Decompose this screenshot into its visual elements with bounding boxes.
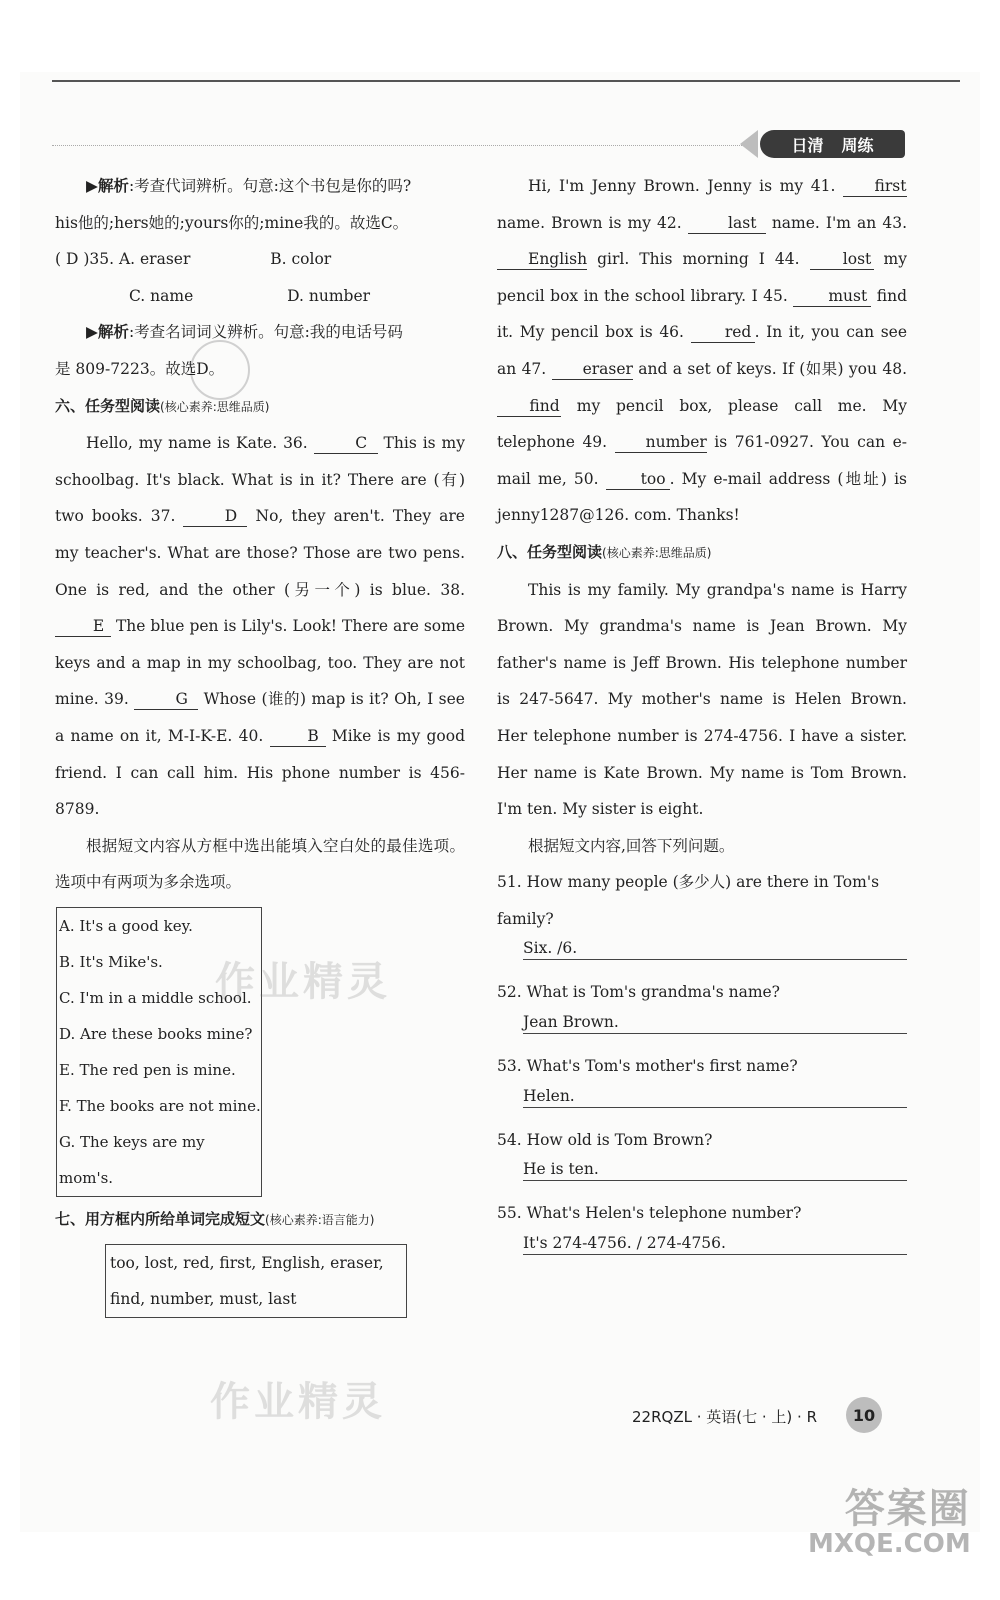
question-54: 54. How old is Tom Brown? bbox=[497, 1130, 713, 1149]
answer-52: Jean Brown. bbox=[523, 1011, 907, 1034]
badge-right-text: 周练 bbox=[841, 135, 874, 155]
option-g: G. The keys are my mom's. bbox=[59, 1132, 205, 1187]
passage-7: Hi, I'm Jenny Brown. Jenny is my 41. first name. Brown is my 42. last name. I'm an 43. English girl. This morning I 44. lost my pencil box in the school library. I 45. must find it. My pencil box is 46. red . In it, you can see an 47. eraser and a set of keys. If (如果) you 48. find my pencil box, please call me. My telephone 49. number is 761-0927. You can e-mail me, 50. too . My e-mail address (地址) is jenny1287@126. com. Thanks! bbox=[497, 177, 907, 525]
footer-code: 22RQZL · 英语(七 · 上) · R bbox=[632, 1408, 817, 1426]
analysis-label: 解析 bbox=[97, 176, 129, 195]
analysis-35-line2: 是 809-7223。故选D。 bbox=[55, 359, 225, 378]
answer-53: Helen. bbox=[523, 1085, 907, 1108]
site-stamp bbox=[808, 1488, 971, 1558]
option-c: C. I'm in a middle school. bbox=[59, 988, 252, 1007]
question-35-line2 bbox=[55, 278, 465, 315]
option-f: F. The books are not mine. bbox=[59, 1096, 261, 1115]
badge-left-text: 日清 bbox=[791, 135, 824, 155]
q35-option-d: D. number bbox=[287, 286, 371, 305]
word-box bbox=[105, 1244, 407, 1318]
blank-50: too bbox=[606, 469, 670, 490]
top-rule bbox=[52, 80, 960, 82]
blank-43: English bbox=[497, 249, 587, 270]
right-column bbox=[497, 168, 907, 1269]
page-number: 10 bbox=[846, 1397, 882, 1433]
blank-42: last bbox=[688, 213, 766, 234]
stamp-line2: MXQE.COM bbox=[808, 1529, 971, 1559]
q35-option-b: B. color bbox=[270, 250, 332, 269]
analysis-35: ▶解析:考查名词词义辨析。句意:我的电话号码 bbox=[86, 322, 403, 342]
analysis-34: ▶解析:考查代词辨析。句意:这个书包是你的吗? bbox=[86, 176, 412, 195]
blank-45: must bbox=[793, 286, 871, 307]
section-7-title: 七、用方框内所给单词完成短文(核心素养:语言能力) bbox=[55, 1209, 375, 1228]
header-badge bbox=[760, 130, 905, 158]
analysis-text: :考查名词词义辨析。句意:我的电话号码 bbox=[128, 323, 403, 342]
analysis-34-line2: his他的;hers她的;yours你的;mine我的。故选C。 bbox=[55, 213, 409, 232]
word-box-line1: too, lost, red, first, English, eraser, bbox=[110, 1254, 384, 1273]
blank-39: G bbox=[134, 689, 198, 710]
blank-48: find bbox=[497, 396, 561, 417]
watermark-text: 作业精灵 bbox=[215, 959, 391, 1005]
header-dotted-rule bbox=[52, 145, 742, 146]
q35-option-c: C. name bbox=[129, 286, 194, 305]
section-6-title: 六、任务型阅读(核心素养:思维品质) bbox=[55, 396, 270, 415]
question-53: 53. What's Tom's mother's first name? bbox=[497, 1057, 798, 1076]
blank-46: red bbox=[691, 322, 755, 343]
blank-40: B bbox=[270, 726, 326, 747]
passage-8: This is my family. My grandpa's name is Harry Brown. My grandma's name is Jean Brown. My father's name is Jeff Brown. His telephone number is 247-5647. My mother's name is Helen Brown. Her telephone number is 274-4756. I have a sister. Her name is Kate Brown. My name is Tom Brown. I'm ten. My sister is eight. bbox=[497, 580, 907, 819]
watermark-text-bottom: 作业精灵 bbox=[210, 1379, 386, 1425]
answer-51: Six. /6. bbox=[523, 937, 907, 960]
option-d: D. Are these books mine? bbox=[59, 1024, 253, 1043]
analysis-text: :考查代词辨析。句意:这个书包是你的吗? bbox=[128, 177, 412, 195]
question-55: 55. What's Helen's telephone number? bbox=[497, 1204, 802, 1223]
analysis-label: 解析 bbox=[97, 322, 129, 342]
q35-option-a: ( D )35. A. eraser bbox=[55, 250, 191, 269]
blank-38: E bbox=[55, 616, 111, 637]
question-52: 52. What is Tom's grandma's name? bbox=[497, 983, 780, 1002]
instruction-6: 根据短文内容从方框中选出能填入空白处的最佳选项。选项中有两项为多余选项。 bbox=[55, 836, 465, 892]
word-box-line2: find, number, must, last bbox=[110, 1290, 297, 1309]
blank-44: lost bbox=[810, 249, 874, 270]
option-b: B. It's Mike's. bbox=[59, 952, 163, 971]
badge-arrow-icon bbox=[740, 130, 758, 158]
blank-37: D bbox=[183, 506, 247, 527]
blank-41: first bbox=[843, 176, 907, 197]
blank-47: eraser bbox=[552, 359, 633, 380]
answer-55: It's 274-4756. / 274-4756. bbox=[523, 1232, 907, 1255]
stamp-line1: 答案圈 bbox=[844, 1486, 971, 1532]
option-a: A. It's a good key. bbox=[59, 916, 193, 935]
blank-36: C bbox=[314, 433, 378, 454]
passage-6: Hello, my name is Kate. 36. C This is my schoolbag. It's black. What is in it? There are (有) two books. 37. D No, they aren't. They are my teacher's. What are those? Those are two pens. One is red, and the other (另一个) is blue. 38. E The blue pen is Lily's. Look! There are some keys and a map in my schoolbag, too. They are not mine. 39. G Whose (谁的) map is it? Oh, I see a name on it, M-I-K-E. 40. B Mike is my good friend. I can call him. His phone number is 456-8789. bbox=[55, 434, 465, 819]
blank-49: number bbox=[615, 432, 707, 453]
question-51: 51. How many people (多少人) are there in Tom's family? bbox=[497, 873, 880, 928]
qa-list bbox=[497, 864, 907, 1255]
option-e: E. The red pen is mine. bbox=[59, 1060, 236, 1079]
section-8-title: 八、任务型阅读(核心素养:思维品质) bbox=[497, 542, 712, 561]
answer-54: He is ten. bbox=[523, 1158, 907, 1181]
instruction-8: 根据短文内容,回答下列问题。 bbox=[528, 836, 735, 855]
left-column bbox=[55, 168, 465, 1318]
question-35 bbox=[55, 241, 465, 278]
